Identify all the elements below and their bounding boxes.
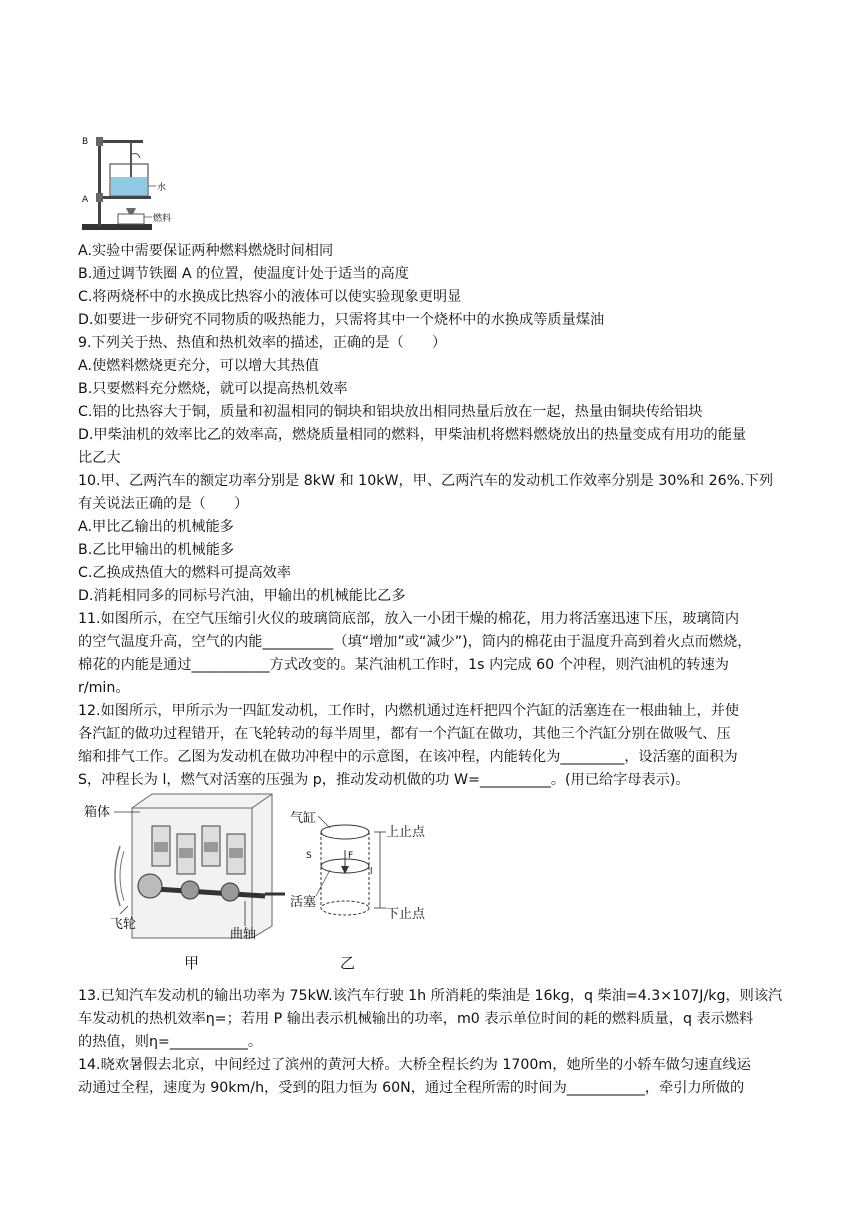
label-fuel: 燃料 [153,214,172,224]
question-text-block-2 [78,985,784,1100]
top-dead-center-label: 上止点 [386,825,426,840]
text-line: 比乙大 [78,450,121,466]
text-line: 9.下列关于热、热值和热机效率的描述，正确的是（ ） [78,335,447,351]
box-label: 箱体 [84,805,111,820]
text-line: 12.如图所示，甲所示为一四缸发动机，工作时，内燃机通过连杆把四个汽缸的活塞连在一根曲轴上，并使 [78,703,740,719]
label-b: B [82,137,89,147]
text-line: A.甲比乙输出的机械能多 [78,519,234,535]
text-line: C.乙换成热值大的燃料可提高效率 [78,565,292,581]
s-label: S [306,851,312,861]
text-line: 有关说法正确的是（ ） [78,496,249,512]
text-line: A.实验中需要保证两种燃料燃烧时间相同 [78,243,334,259]
text-line: B.乙比甲输出的机械能多 [78,542,235,558]
cylinder-diagram-yi [316,816,386,915]
text-line: S，冲程长为 l，燃气对活塞的压强为 p，推动发动机做的功 W=__________。(用已给字母表示)。 [78,772,690,788]
crankshaft-label: 曲轴 [230,927,257,942]
flywheel-label: 飞轮 [110,917,137,932]
text-line: 14.晓欢暑假去北京，中间经过了滨州的黄河大桥。大桥全程长约为 1700m，她所坐的小轿车做匀速直线运 [78,1057,751,1073]
l-label: l [370,867,373,877]
engine-figure [80,786,440,976]
f-label: F [348,851,354,861]
text-line: 的空气温度升高，空气的内能__________（填“增加”或“减少”)，筒内的棉花由于温度升高到着火点而燃烧， [78,634,752,650]
question-text-block-1 [78,240,784,792]
figure-yi-label: 乙 [340,954,356,972]
figure-jia-label: 甲 [184,954,200,972]
text-line: D.甲柴油机的效率比乙的效率高，燃烧质量相同的燃料，甲柴油机将燃料燃烧放出的热量变成有用功的能量 [78,427,747,443]
label-a: A [82,195,89,205]
text-line: 缩和排气工作。乙图为发动机在做功冲程中的示意图，在该冲程，内能转化为_________，设活塞的面积为 [78,749,738,765]
heating-apparatus-figure [78,132,188,237]
text-line: 13.已知汽车发动机的输出功率为 75kW.该汽车行驶 1h 所消耗的柴油是 16kg，q 柴油=4.3×107J/kg，则该汽 [78,988,783,1004]
label-water: 水 [157,183,167,193]
bottom-dead-center-label: 下止点 [386,907,426,922]
text-line: A.使燃料燃烧更充分，可以增大其热值 [78,358,319,374]
text-line: B.通过调节铁圈 A 的位置，使温度计处于适当的高度 [78,266,409,282]
text-line: 各汽缸的做功过程错开，在飞轮转动的每半周里，都有一个汽缸在做功，其他三个汽缸分别在做吸气、压 [78,726,731,742]
text-line: 动通过全程，速度为 90km/h，受到的阻力恒为 60N，通过全程所需的时间为___________，牵引力所做的 [78,1080,745,1096]
text-line: D.如要进一步研究不同物质的吸热能力，只需将其中一个烧杯中的水换成等质量煤油 [78,312,605,328]
text-line: 11.如图所示，在空气压缩引火仪的玻璃筒底部，放入一小团干燥的棉花，用力将活塞迅速下压，玻璃筒内 [78,611,740,627]
cylinder-label: 气缸 [290,811,317,826]
text-line: 车发动机的热机效率η=；若用 P 输出表示机械输出的功率，m0 表示单位时间的耗的燃料质量，q 表示燃料 [78,1011,754,1027]
text-line: r/min。 [78,680,130,696]
piston-label: 活塞 [290,895,317,910]
text-line: C.铝的比热容大于铜，质量和初温相同的铜块和铝块放出相同热量后放在一起，热量由铜块传给铝块 [78,404,703,420]
text-line: 的热值，则η=___________。 [78,1034,263,1050]
text-line: 10.甲、乙两汽车的额定功率分别是 8kW 和 10kW，甲、乙两汽车的发动机工作效率分别是 30%和 26%.下列 [78,473,774,489]
text-line: B.只要燃料充分燃烧，就可以提高热机效率 [78,381,348,397]
engine-block-jia [115,794,285,938]
text-line: D.消耗相同多的同标号汽油，甲输出的机械能比乙多 [78,588,406,604]
text-line: C.将两烧杯中的水换成比热容小的液体可以使实验现象更明显 [78,289,462,305]
text-line: 棉花的内能是通过___________方式改变的。某汽油机工作时，1s 内完成 60 个冲程，则汽油机的转速为 [78,657,729,673]
